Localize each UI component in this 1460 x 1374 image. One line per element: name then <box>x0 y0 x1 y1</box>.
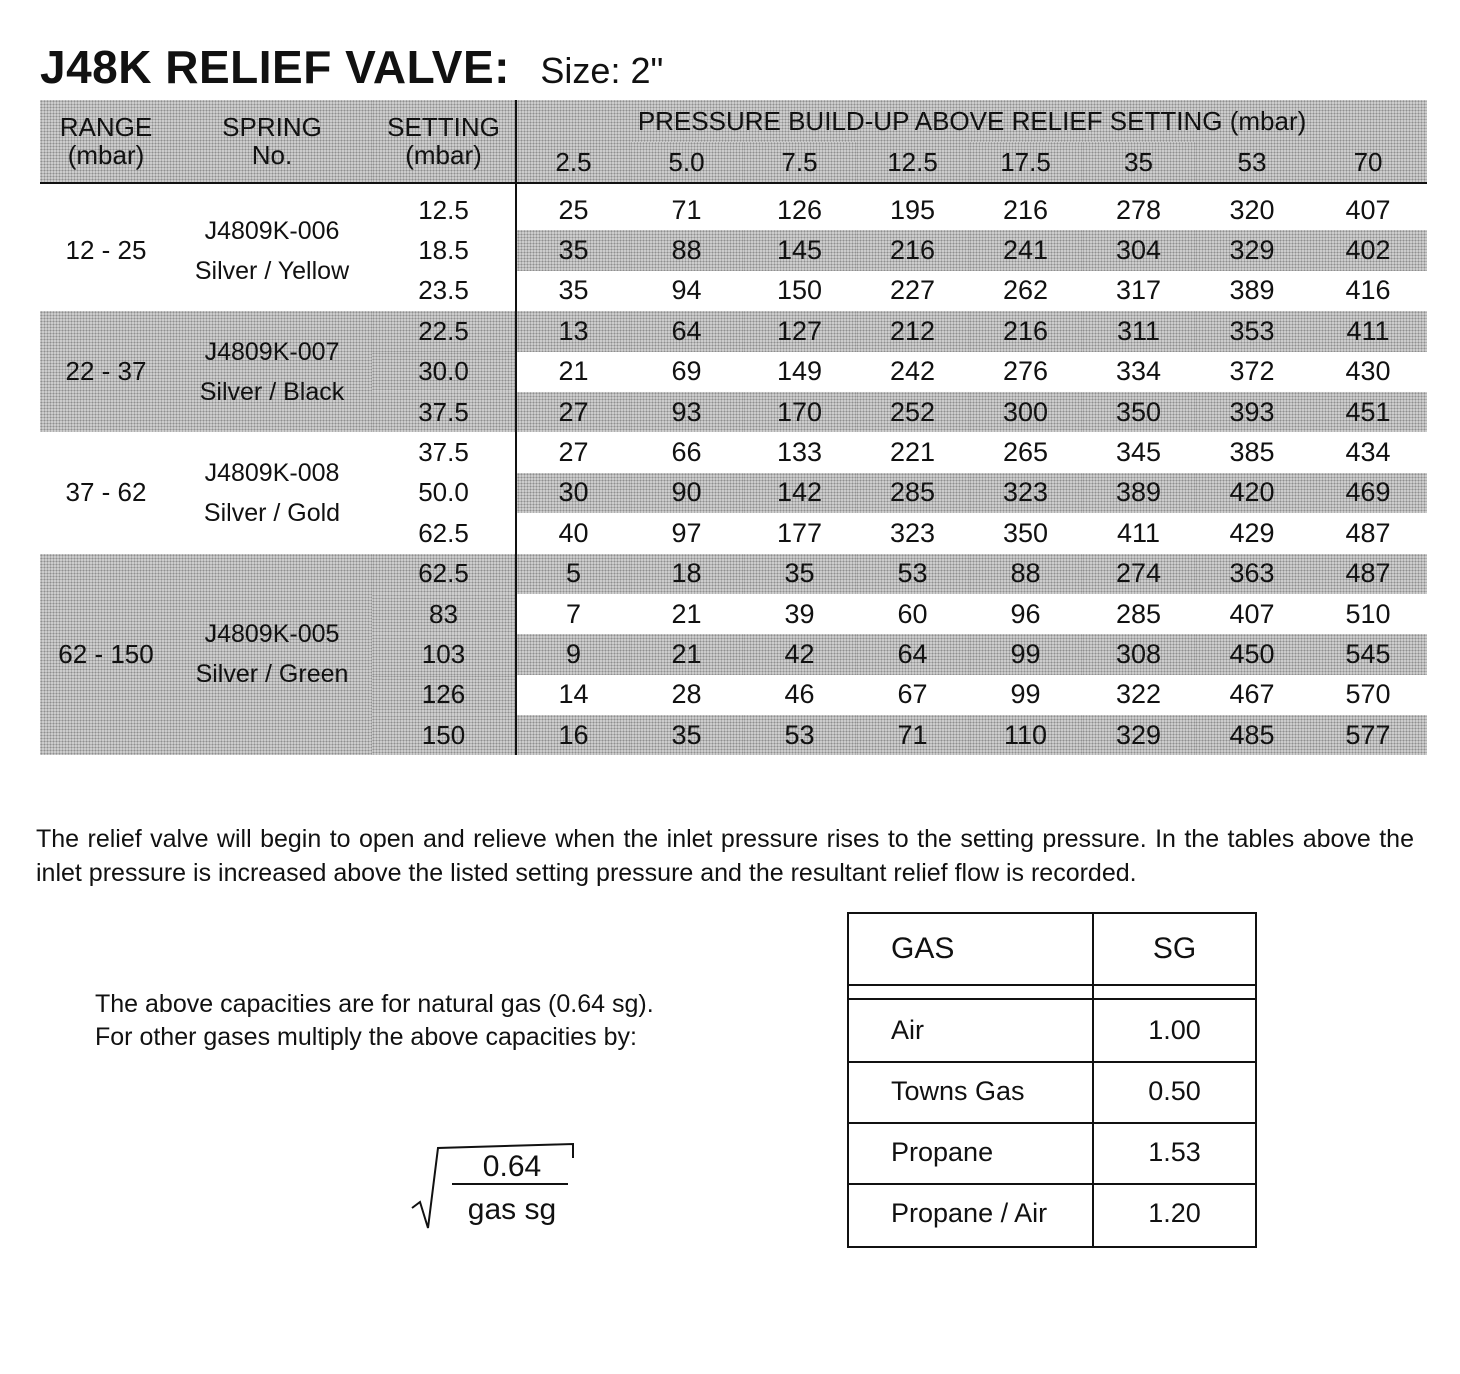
flow-value-cell: 221 <box>889 437 936 468</box>
flow-value-cell: 311 <box>1082 311 1195 351</box>
flow-value-cell: 39 <box>784 598 815 629</box>
flow-value-cell: 372 <box>1229 356 1275 387</box>
flow-value-cell: 510 <box>1345 598 1391 629</box>
flow-value-cell: 177 <box>776 517 823 548</box>
pressure-column-header: 17.5 <box>969 142 1082 183</box>
pressure-column-header: 7.5 <box>743 142 856 183</box>
header-pressure-build-up: PRESSURE BUILD-UP ABOVE RELIEF SETTING (mbar) <box>516 100 1427 142</box>
flow-value-cell: 216 <box>856 230 969 270</box>
flow-value-cell: 99 <box>969 634 1082 674</box>
flow-value-cell: 25 <box>558 194 589 225</box>
description-paragraph: The relief valve will begin to open and relieve when the inlet pressure rises to the setting pressure. In the tables above the inlet pressure is increased above the listed setting pressure and the resultant relief flow is recorded. <box>36 825 1414 887</box>
flow-value-cell: 64 <box>630 311 743 351</box>
relief-capacity-table <box>40 100 1427 755</box>
flow-value-cell: 126 <box>776 194 823 225</box>
pressure-column-header: 35 <box>1082 142 1195 183</box>
pressure-column-header: 53 <box>1195 142 1309 183</box>
flow-value-cell: 195 <box>889 194 936 225</box>
flow-value-cell: 27 <box>558 437 589 468</box>
range-cell: 22 - 37 <box>40 311 172 432</box>
table-row <box>40 554 1427 594</box>
flow-value-cell: 7 <box>565 598 582 629</box>
spring-color: Silver / Green <box>195 660 349 689</box>
flow-value-cell: 577 <box>1309 715 1427 755</box>
pressure-column-header: 2.5 <box>516 142 630 183</box>
flow-value-cell: 21 <box>671 598 702 629</box>
flow-value-cell: 71 <box>856 715 969 755</box>
flow-value-cell: 334 <box>1115 356 1162 387</box>
flow-value-cell: 67 <box>897 679 928 710</box>
flow-value-cell: 430 <box>1345 356 1391 387</box>
spring-number: J4809K-008 <box>204 458 340 487</box>
flow-value-cell: 545 <box>1309 634 1427 674</box>
flow-value-cell: 46 <box>784 679 815 710</box>
flow-value-cell: 389 <box>1082 473 1195 513</box>
range-cell: 62 - 150 <box>40 554 172 756</box>
flow-value-cell: 216 <box>969 311 1082 351</box>
spring-color: Silver / Gold <box>203 498 341 527</box>
gas-header: GAS <box>891 932 955 965</box>
flow-value-cell: 389 <box>1229 275 1275 306</box>
divider <box>849 984 1255 986</box>
title-main: J48K RELIEF VALVE: <box>40 41 510 93</box>
flow-value-cell: 411 <box>1116 517 1161 548</box>
flow-value-cell: 407 <box>1345 194 1391 225</box>
flow-value-cell: 35 <box>630 715 743 755</box>
flow-value-cell: 133 <box>776 437 823 468</box>
pressure-column-header: 70 <box>1309 142 1427 183</box>
flow-value-cell: 242 <box>889 356 936 387</box>
setting-cell: 83 <box>372 594 516 634</box>
table-row <box>40 311 1427 351</box>
flow-value-cell: 416 <box>1345 275 1391 306</box>
flow-value-cell: 429 <box>1229 517 1275 548</box>
flow-value-cell: 300 <box>969 392 1082 432</box>
flow-value-cell: 407 <box>1229 598 1275 629</box>
flow-value-cell: 88 <box>969 554 1082 594</box>
flow-value-cell: 64 <box>856 634 969 674</box>
correction-formula <box>408 1138 578 1233</box>
spring-cell <box>172 554 372 756</box>
header-setting: SETTING (mbar) <box>372 100 516 183</box>
flow-value-cell: 69 <box>671 356 702 387</box>
flow-value-cell: 21 <box>558 356 589 387</box>
gas-name-cell: Air <box>891 1015 924 1045</box>
spring-cell <box>172 183 372 311</box>
flow-value-cell: 308 <box>1082 634 1195 674</box>
flow-value-cell: 150 <box>776 275 823 306</box>
setting-cell: 30.0 <box>372 352 516 392</box>
flow-value-cell: 127 <box>743 311 856 351</box>
setting-cell: 18.5 <box>372 230 516 270</box>
flow-value-cell: 18 <box>630 554 743 594</box>
flow-value-cell: 451 <box>1309 392 1427 432</box>
flow-value-cell: 317 <box>1115 275 1162 306</box>
flow-value-cell: 35 <box>558 275 589 306</box>
flow-value-cell: 329 <box>1195 230 1309 270</box>
pressure-column-header: 5.0 <box>630 142 743 183</box>
flow-value-cell: 363 <box>1195 554 1309 594</box>
flow-value-cell: 53 <box>856 554 969 594</box>
gas-sg-cell: 1.00 <box>1148 1015 1201 1045</box>
gas-sg-cell: 1.20 <box>1148 1198 1201 1228</box>
flow-value-cell: 66 <box>671 437 702 468</box>
spring-number: J4809K-007 <box>204 337 340 366</box>
gas-name-cell: Propane / Air <box>891 1198 1048 1228</box>
gas-name-cell: Propane <box>891 1137 994 1167</box>
flow-value-cell: 170 <box>743 392 856 432</box>
flow-value-cell: 71 <box>671 194 702 225</box>
flow-value-cell: 353 <box>1195 311 1309 351</box>
setting-cell: 12.5 <box>372 183 516 230</box>
flow-value-cell: 93 <box>630 392 743 432</box>
flow-value-cell: 450 <box>1195 634 1309 674</box>
flow-value-cell: 30 <box>516 473 630 513</box>
flow-value-cell: 88 <box>630 230 743 270</box>
flow-value-cell: 60 <box>897 598 928 629</box>
gas-sg-cell: 0.50 <box>1148 1076 1201 1106</box>
spring-color: Silver / Yellow <box>194 256 350 285</box>
setting-cell: 23.5 <box>372 271 516 311</box>
flow-value-cell: 285 <box>856 473 969 513</box>
flow-value-cell: 265 <box>1002 437 1049 468</box>
flow-value-cell: 411 <box>1309 311 1427 351</box>
flow-value-cell: 99 <box>1010 679 1041 710</box>
sg-header: SG <box>1152 932 1197 965</box>
flow-value-cell: 142 <box>743 473 856 513</box>
flow-value-cell: 285 <box>1115 598 1162 629</box>
capacities-note <box>95 988 654 1054</box>
flow-value-cell: 9 <box>516 634 630 674</box>
setting-cell: 126 <box>372 675 516 715</box>
flow-value-cell: 35 <box>516 230 630 270</box>
setting-cell: 62.5 <box>372 513 516 553</box>
table-row <box>40 432 1427 472</box>
flow-value-cell: 5 <box>516 554 630 594</box>
header-range: RANGE (mbar) <box>40 100 172 183</box>
flow-value-cell: 252 <box>856 392 969 432</box>
flow-value-cell: 323 <box>889 517 936 548</box>
setting-cell: 62.5 <box>372 554 516 594</box>
flow-value-cell: 90 <box>630 473 743 513</box>
spring-cell <box>172 432 372 553</box>
flow-value-cell: 149 <box>776 356 823 387</box>
flow-value-cell: 28 <box>671 679 702 710</box>
flow-value-cell: 216 <box>1002 194 1049 225</box>
spring-cell <box>172 311 372 432</box>
spring-color: Silver / Black <box>199 377 345 406</box>
flow-value-cell: 262 <box>1002 275 1049 306</box>
flow-value-cell: 97 <box>671 517 702 548</box>
flow-value-cell: 145 <box>743 230 856 270</box>
gas-sg-cell: 1.53 <box>1148 1137 1201 1167</box>
flow-value-cell: 274 <box>1082 554 1195 594</box>
pressure-column-header: 12.5 <box>856 142 969 183</box>
flow-value-cell: 420 <box>1195 473 1309 513</box>
page-title <box>40 40 663 94</box>
table-row <box>40 183 1427 230</box>
flow-value-cell: 278 <box>1115 194 1162 225</box>
flow-value-cell: 350 <box>1002 517 1049 548</box>
gas-name-cell: Towns Gas <box>891 1076 1025 1106</box>
setting-cell: 50.0 <box>372 473 516 513</box>
flow-value-cell: 241 <box>969 230 1082 270</box>
flow-value-cell: 329 <box>1082 715 1195 755</box>
flow-value-cell: 323 <box>969 473 1082 513</box>
range-cell: 12 - 25 <box>65 235 147 266</box>
flow-value-cell: 96 <box>1010 598 1041 629</box>
setting-cell: 37.5 <box>372 432 516 472</box>
capacities-note-line: The above capacities are for natural gas (0.64 sg). <box>95 990 654 1018</box>
capacities-note-line: For other gases multiply the above capacities by: <box>95 1023 637 1051</box>
range-cell: 37 - 62 <box>65 477 147 508</box>
flow-value-cell: 110 <box>969 715 1082 755</box>
setting-cell: 150 <box>372 715 516 755</box>
flow-value-cell: 53 <box>743 715 856 755</box>
flow-value-cell: 21 <box>630 634 743 674</box>
flow-value-cell: 350 <box>1082 392 1195 432</box>
flow-value-cell: 487 <box>1345 517 1391 548</box>
formula-denominator: gas sg <box>467 1193 557 1226</box>
flow-value-cell: 16 <box>516 715 630 755</box>
flow-value-cell: 304 <box>1082 230 1195 270</box>
flow-value-cell: 467 <box>1229 679 1275 710</box>
flow-value-cell: 40 <box>558 517 589 548</box>
flow-value-cell: 385 <box>1229 437 1275 468</box>
flow-value-cell: 322 <box>1115 679 1162 710</box>
gas-sg-table <box>847 912 1257 1248</box>
formula-numerator: 0.64 <box>482 1150 542 1183</box>
flow-value-cell: 469 <box>1309 473 1427 513</box>
flow-value-cell: 227 <box>889 275 936 306</box>
setting-cell: 22.5 <box>372 311 516 351</box>
flow-value-cell: 212 <box>856 311 969 351</box>
flow-value-cell: 94 <box>671 275 702 306</box>
spring-number: J4809K-005 <box>204 620 340 649</box>
header-spring: SPRING No. <box>172 100 372 183</box>
flow-value-cell: 402 <box>1309 230 1427 270</box>
spring-number: J4809K-006 <box>204 216 340 245</box>
flow-value-cell: 485 <box>1195 715 1309 755</box>
flow-value-cell: 345 <box>1115 437 1162 468</box>
flow-value-cell: 487 <box>1309 554 1427 594</box>
flow-value-cell: 276 <box>1002 356 1049 387</box>
flow-value-cell: 27 <box>516 392 630 432</box>
flow-value-cell: 393 <box>1195 392 1309 432</box>
flow-value-cell: 35 <box>743 554 856 594</box>
title-size: Size: 2" <box>540 50 664 91</box>
setting-cell: 103 <box>372 634 516 674</box>
flow-value-cell: 42 <box>743 634 856 674</box>
flow-value-cell: 320 <box>1229 194 1275 225</box>
flow-value-cell: 14 <box>558 679 589 710</box>
flow-value-cell: 434 <box>1345 437 1391 468</box>
setting-cell: 37.5 <box>372 392 516 432</box>
flow-value-cell: 13 <box>516 311 630 351</box>
flow-value-cell: 570 <box>1345 679 1391 710</box>
